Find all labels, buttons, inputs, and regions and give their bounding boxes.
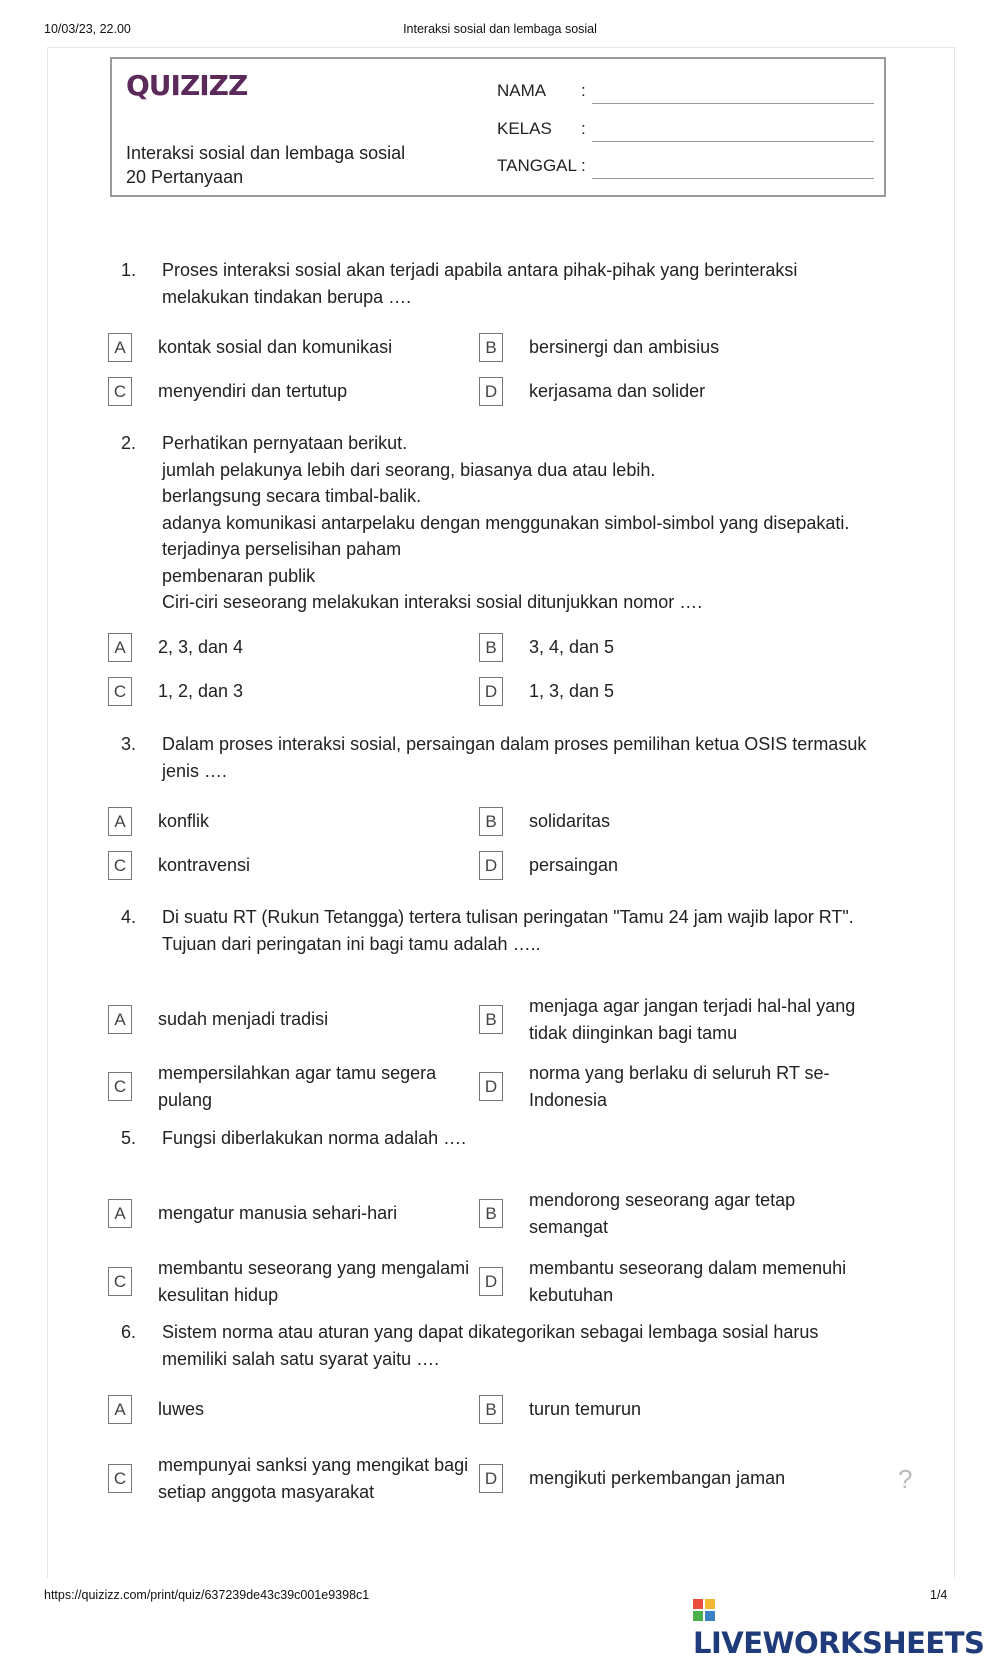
name-label: NAMA xyxy=(497,81,547,100)
option-text-line: kontak sosial dan komunikasi xyxy=(158,337,393,357)
option-d-text[interactable] xyxy=(529,1465,859,1492)
option-b-box[interactable]: B xyxy=(479,633,503,662)
date-line[interactable] xyxy=(592,178,874,179)
question-stem-line: Di suatu RT (Rukun Tetangga) tertera tulisan peringatan "Tamu 24 jam wajib lapor RT". xyxy=(162,907,854,927)
option-d-text[interactable] xyxy=(529,678,859,705)
option-a-text[interactable] xyxy=(158,1200,488,1227)
option-b-text[interactable] xyxy=(529,1396,859,1423)
question-stem xyxy=(162,731,882,784)
option-a-text[interactable] xyxy=(158,1006,488,1033)
option-d-box[interactable]: D xyxy=(479,851,503,880)
option-text-line: mengikuti perkembangan jaman xyxy=(529,1468,786,1488)
option-a-text[interactable] xyxy=(158,1396,488,1423)
option-d-text[interactable] xyxy=(529,1255,859,1308)
option-text-line: bersinergi dan ambisius xyxy=(529,337,720,357)
liveworksheets-logo xyxy=(693,1592,1000,1660)
question-stem-line: adanya komunikasi antarpelaku dengan menggunakan simbol-simbol yang disepakati. xyxy=(162,512,850,533)
option-text-line: Indonesia xyxy=(529,1089,608,1110)
print-title: Interaksi sosial dan lembaga sosial xyxy=(403,22,597,36)
option-c-text[interactable] xyxy=(158,378,488,405)
question-stem-line: pembenaran publik xyxy=(162,565,316,586)
option-d-box[interactable]: D xyxy=(479,377,503,406)
option-text-line: kontravensi xyxy=(158,855,251,875)
option-text-line: 1, 2, dan 3 xyxy=(158,681,244,701)
option-b-box[interactable]: B xyxy=(479,1199,503,1228)
option-text-line: 2, 3, dan 4 xyxy=(158,637,244,657)
question-stem-line: Ciri-ciri seseorang melakukan interaksi sosial ditunjukkan nomor …. xyxy=(162,592,703,612)
question-stem xyxy=(162,1319,882,1372)
option-text-line: mendorong seseorang agar tetap xyxy=(529,1190,796,1210)
option-a-box[interactable]: A xyxy=(108,633,132,662)
question-stem xyxy=(162,1125,882,1152)
option-text-line: mempersilahkan agar tamu segera xyxy=(158,1063,437,1083)
class-field[interactable] xyxy=(497,119,586,139)
option-text-line: menjaga agar jangan terjadi hal-hal yang xyxy=(529,996,856,1016)
option-text-line: 3, 4, dan 5 xyxy=(529,637,615,657)
option-text-line: tidak diinginkan bagi tamu xyxy=(529,1022,738,1043)
option-text-line: kesulitan hidup xyxy=(158,1284,279,1305)
option-b-box[interactable]: B xyxy=(479,1005,503,1034)
option-a-box[interactable]: A xyxy=(108,1199,132,1228)
question-stem-line: Perhatikan pernyataan berikut. xyxy=(162,433,408,453)
question-stem xyxy=(162,257,882,310)
option-a-text[interactable] xyxy=(158,634,488,661)
quiz-title: Interaksi sosial dan lembaga sosial xyxy=(126,143,406,163)
option-text-line: menyendiri dan tertutup xyxy=(158,381,348,401)
date-colon: : xyxy=(581,156,586,175)
option-a-box[interactable]: A xyxy=(108,1005,132,1034)
date-field[interactable] xyxy=(497,156,586,176)
question-stem xyxy=(162,430,882,616)
question-stem-line: terjadinya perselisihan paham xyxy=(162,539,402,559)
option-text-line: mempunyai sanksi yang mengikat bagi xyxy=(158,1455,469,1475)
option-text-line: pulang xyxy=(158,1089,213,1110)
option-a-box[interactable]: A xyxy=(108,807,132,836)
quizizz-logo: QUIZIZZ xyxy=(126,69,248,102)
option-d-text[interactable] xyxy=(529,378,859,405)
question-count: 20 Pertanyaan xyxy=(126,167,244,187)
liveworksheets-mark-icon xyxy=(693,1599,715,1621)
option-a-text[interactable] xyxy=(158,334,488,361)
option-text-line: konflik xyxy=(158,811,210,831)
option-d-text[interactable] xyxy=(529,852,859,879)
option-text-line: norma yang berlaku di seluruh RT se- xyxy=(529,1063,830,1083)
question-stem-line: memiliki salah satu syarat yaitu …. xyxy=(162,1348,440,1369)
help-icon[interactable]: ? xyxy=(898,1464,913,1494)
option-d-box[interactable]: D xyxy=(479,1267,503,1296)
option-c-box[interactable]: C xyxy=(108,1072,132,1101)
question-stem-line: Fungsi diberlakukan norma adalah …. xyxy=(162,1128,467,1148)
option-text-line: kebutuhan xyxy=(529,1284,614,1305)
question-stem-line: berlangsung secara timbal-balik. xyxy=(162,486,422,506)
option-d-box[interactable]: D xyxy=(479,1464,503,1493)
option-c-box[interactable]: C xyxy=(108,677,132,706)
option-text-line: persaingan xyxy=(529,855,619,875)
option-d-box[interactable]: D xyxy=(479,1072,503,1101)
liveworksheets-text: LIVEWORKSHEETS xyxy=(693,1626,985,1660)
question-number: 6. xyxy=(121,1322,137,1342)
option-text-line: mengatur manusia sehari-hari xyxy=(158,1203,398,1223)
print-date: 10/03/23, 22.00 xyxy=(44,22,131,36)
question-stem-line: melakukan tindakan berupa …. xyxy=(162,286,412,307)
option-a-box[interactable]: A xyxy=(108,333,132,362)
option-b-text[interactable] xyxy=(529,634,859,661)
name-line[interactable] xyxy=(592,103,874,104)
option-b-text[interactable] xyxy=(529,993,859,1046)
print-url: https://quizizz.com/print/quiz/637239de43c39c001e9398c1 xyxy=(44,1588,370,1602)
option-c-text[interactable] xyxy=(158,1060,488,1113)
question-stem xyxy=(162,904,882,957)
quiz-header-box xyxy=(110,57,886,197)
question-number: 4. xyxy=(121,907,137,927)
option-text-line: kerjasama dan solider xyxy=(529,381,706,401)
question-number: 5. xyxy=(121,1128,137,1148)
option-a-text[interactable] xyxy=(158,808,488,835)
option-text-line: luwes xyxy=(158,1399,205,1419)
option-text-line: setiap anggota masyarakat xyxy=(158,1481,375,1502)
option-c-text[interactable] xyxy=(158,678,488,705)
question-stem-line: jenis …. xyxy=(162,760,228,781)
option-b-text[interactable] xyxy=(529,334,859,361)
question-number: 3. xyxy=(121,734,137,754)
option-text-line: semangat xyxy=(529,1216,609,1237)
question-stem-line: Dalam proses interaksi sosial, persaingan dalam proses pemilihan ketua OSIS termasuk xyxy=(162,734,867,754)
option-c-text[interactable] xyxy=(158,1452,488,1505)
option-text-line: 1, 3, dan 5 xyxy=(529,681,615,701)
question-number: 1. xyxy=(121,260,137,280)
option-text-line: solidaritas xyxy=(529,811,611,831)
name-colon: : xyxy=(581,81,586,100)
class-line[interactable] xyxy=(592,141,874,142)
option-text-line: membantu seseorang yang mengalami xyxy=(158,1258,470,1278)
name-field[interactable] xyxy=(497,81,586,101)
option-a-box[interactable]: A xyxy=(108,1395,132,1424)
question-stem-line: Tujuan dari peringatan ini bagi tamu adalah ….. xyxy=(162,933,541,954)
question-stem-line: jumlah pelakunya lebih dari seorang, biasanya dua atau lebih. xyxy=(162,459,656,480)
option-c-box[interactable]: C xyxy=(108,1464,132,1493)
date-label: TANGGAL xyxy=(497,156,577,175)
question-stem-line: Sistem norma atau aturan yang dapat dikategorikan sebagai lembaga sosial harus xyxy=(162,1322,819,1342)
option-b-box[interactable]: B xyxy=(479,333,503,362)
option-text-line: turun temurun xyxy=(529,1399,642,1419)
class-colon: : xyxy=(581,119,586,138)
question-stem-line: Proses interaksi sosial akan terjadi apabila antara pihak-pihak yang berinteraksi xyxy=(162,260,798,280)
page-number: 1/4 xyxy=(930,1588,948,1602)
option-text-line: membantu seseorang dalam memenuhi xyxy=(529,1258,847,1278)
option-b-box[interactable]: B xyxy=(479,1395,503,1424)
question-number: 2. xyxy=(121,433,137,453)
option-c-text[interactable] xyxy=(158,852,488,879)
option-text-line: sudah menjadi tradisi xyxy=(158,1009,329,1029)
option-c-box[interactable]: C xyxy=(108,1267,132,1296)
option-b-text[interactable] xyxy=(529,808,859,835)
option-c-box[interactable]: C xyxy=(108,377,132,406)
option-d-box[interactable]: D xyxy=(479,677,503,706)
option-d-text[interactable] xyxy=(529,1060,859,1113)
print-header xyxy=(44,22,956,40)
option-c-text[interactable] xyxy=(158,1255,488,1308)
option-b-box[interactable]: B xyxy=(479,807,503,836)
option-c-box[interactable]: C xyxy=(108,851,132,880)
class-label: KELAS xyxy=(497,119,552,138)
option-b-text[interactable] xyxy=(529,1187,859,1240)
